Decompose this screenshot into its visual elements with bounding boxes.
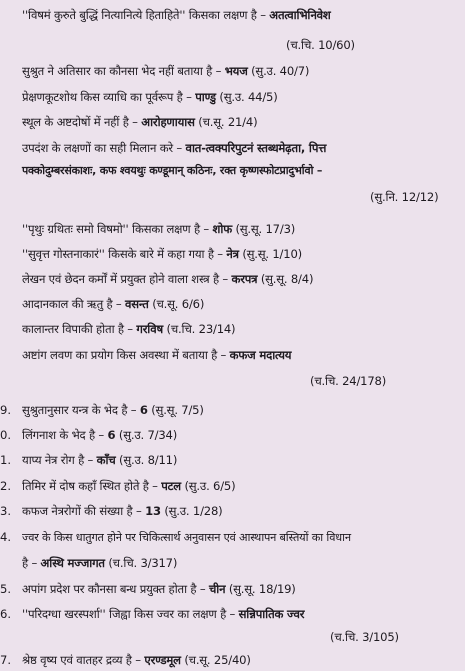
reference-text: (सु.सू. 1/10) <box>242 247 302 261</box>
reference-text: (च.चि. 23/14) <box>166 322 236 336</box>
question-line <box>22 141 326 156</box>
reference-text: (च.सू. 6/6) <box>152 297 205 311</box>
question-line <box>22 297 204 312</box>
question-text: प्रेक्षणकूटशोथ किस व्याधि का पूर्वरूप है – <box>22 90 192 104</box>
question-line <box>22 582 296 597</box>
answer-text: करपत्र <box>231 272 258 286</box>
answer-text: भयज <box>224 64 248 78</box>
margin-number: 7. <box>0 653 12 667</box>
answer-text: पटल <box>161 479 181 493</box>
margin-number: 0. <box>0 428 12 442</box>
margin-number: 6. <box>0 607 12 621</box>
answer-text: पाण्डु <box>195 90 216 104</box>
answer-continuation <box>22 163 322 178</box>
answer-text: 6 <box>139 403 148 417</box>
reference-text: (सु.सू. 17/3) <box>235 222 296 236</box>
reference-text: (च.सू. 21/4) <box>198 115 258 129</box>
reference-text: (सु.उ. 8/11) <box>119 453 178 467</box>
question-text: तिमिर में दोष कहाँ स्थित होते है – <box>22 479 158 493</box>
question-line <box>22 504 222 519</box>
reference-text: (सु.उ. 7/34) <box>118 428 178 442</box>
question-continuation <box>22 556 177 571</box>
reference-text: (सु.सू. 8/4) <box>260 272 314 286</box>
question-text: ''सुवृत्त गोस्तनाकारं'' किसके बारे में कहा गया है – <box>22 247 223 261</box>
answer-text: शोफ <box>212 222 232 236</box>
question-line <box>22 90 278 105</box>
answer-text: अतत्वाभिनिवेश <box>269 8 331 22</box>
question-text: कफज नेत्ररोगों की संख्या है – <box>22 504 142 518</box>
question-text: ''परिदग्धा खरस्पर्शा'' जिह्वा किस ज्वर का लक्षण है – <box>22 607 236 621</box>
question-line <box>22 247 302 262</box>
question-line <box>22 348 291 363</box>
question-line <box>22 272 313 287</box>
question-text: ''विषमं कुरुते बुद्धिं नित्यानित्ये हिताहिते'' किसका लक्षण है – <box>22 8 266 22</box>
question-line <box>22 479 235 494</box>
question-text: उपदंश के लक्षणों का सही मिलान करे – <box>22 141 183 155</box>
answer-text: चीन <box>208 582 226 596</box>
margin-number: 9. <box>0 403 12 417</box>
question-text: श्रेष्ठ वृष्य एवं वातहर द्रव्य है – <box>22 653 141 667</box>
margin-number: 1. <box>0 453 12 467</box>
margin-number: 3. <box>0 504 12 518</box>
answer-text: पक्कोदुम्बरसंकाशः, कफ श्वयथुः कण्डूमान् कठिनः, रक्त कृष्णस्फोटप्रादुर्भावो – <box>22 164 323 177</box>
answer-text: कॉंच <box>96 453 116 467</box>
reference-text: (सु.उ. 1/28) <box>164 504 223 518</box>
reference-line <box>310 374 386 389</box>
question-line <box>22 530 351 545</box>
question-line <box>22 322 235 337</box>
question-line <box>22 428 177 443</box>
answer-text: गरविष <box>136 322 164 336</box>
question-text: याप्य नेत्र रोग है – <box>22 453 94 467</box>
reference-line <box>330 630 399 645</box>
question-text: आदानकाल की ऋतु है – <box>22 297 122 311</box>
question-text: सुश्रुत ने अतिसार का कौनसा भेद नहीं बताया है – <box>22 64 222 78</box>
reference-line <box>370 190 438 205</box>
question-text: अपांग प्रदेश पर कौनसा बन्ध प्रयुक्त होता है – <box>22 582 206 596</box>
reference-text: (च.चि. 10/60) <box>286 38 355 52</box>
question-text: है – <box>22 556 38 570</box>
margin-number: 4. <box>0 530 12 544</box>
reference-line <box>286 38 355 53</box>
answer-text: नेत्र <box>226 247 239 261</box>
question-text: स्थूल के अष्टदोषों में नहीं है – <box>22 115 138 129</box>
question-line <box>22 8 331 23</box>
question-text: ज्वर के किस धातुगत होने पर चिकित्सार्थ अनुवासन एवं आस्थापन बस्तियों का विधान <box>22 531 351 544</box>
answer-text: 13 <box>145 504 161 518</box>
reference-text: (च.चि. 24/178) <box>310 374 387 388</box>
question-text: लेखन एवं छेदन कर्मों में प्रयुक्त होने वाला शस्त्र है – <box>22 272 228 286</box>
question-line <box>22 403 204 418</box>
question-line <box>22 222 295 237</box>
question-line <box>22 453 177 468</box>
answer-text: एरण्डमूल <box>144 653 181 667</box>
reference-text: (सु.सू. 18/19) <box>228 582 296 596</box>
answer-text: वसन्त <box>125 297 149 311</box>
reference-text: (सु.उ. 6/5) <box>184 479 236 493</box>
answer-text: आरोहणायास <box>141 115 195 129</box>
reference-text: (सु.उ. 40/7) <box>251 64 310 78</box>
answer-text: कफज मदात्यय <box>229 348 292 362</box>
question-text: कालान्तर विपाकी होता है – <box>22 322 133 336</box>
answer-text: वात-त्वक्परिपुटनं स्तब्धमेढ़ता, पित्त <box>185 141 327 155</box>
question-line <box>22 653 251 668</box>
reference-text: (सु.सू. 7/5) <box>151 403 204 417</box>
reference-text: (च.चि. 3/317) <box>108 556 178 570</box>
question-line <box>22 607 304 622</box>
question-text: सुश्रुतानुसार यन्त्र के भेद है – <box>22 403 137 417</box>
reference-text: (सु.नि. 12/12) <box>370 190 439 204</box>
question-line <box>22 115 257 130</box>
reference-text: (च.सू. 25/40) <box>184 653 251 667</box>
question-line <box>22 64 309 79</box>
answer-text: सन्निपातिक ज्वर <box>238 607 305 621</box>
question-text: ''पृथुः ग्रथितः समो विषमो'' किसका लक्षण है – <box>22 222 210 236</box>
answer-text: अस्थि मज्जागत <box>40 556 105 570</box>
reference-text: (च.चि. 3/105) <box>330 630 399 644</box>
margin-number: 2. <box>0 479 12 493</box>
question-text: अष्टांग लवण का प्रयोग किस अवस्था में बताया है – <box>22 348 227 362</box>
answer-text: 6 <box>107 428 116 442</box>
reference-text: (सु.उ. 44/5) <box>219 90 278 104</box>
margin-number: 5. <box>0 582 12 596</box>
question-text: लिंगनाश के भेद है – <box>22 428 105 442</box>
